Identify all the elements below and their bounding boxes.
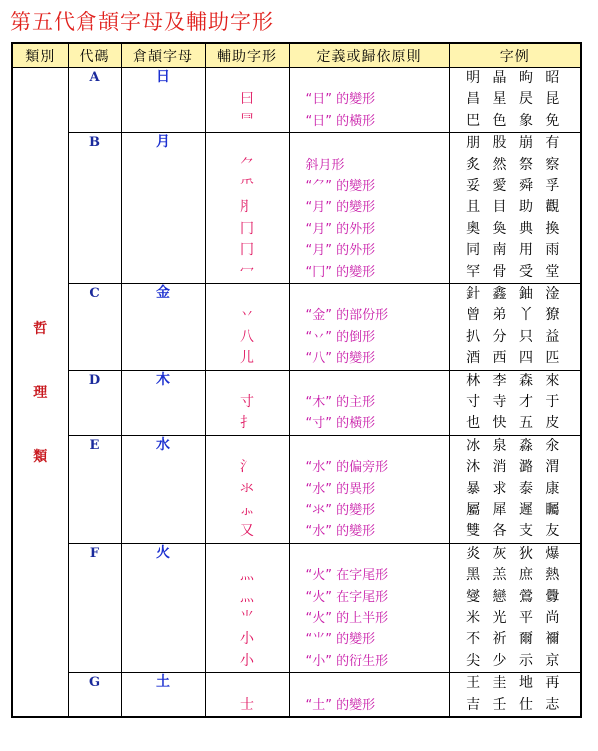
example-line: 且 目 助 觀 xyxy=(466,199,564,216)
category-cell xyxy=(12,68,68,717)
definition-item: “水” 的變形 xyxy=(305,524,376,540)
definition-item: “丷” 的倒形 xyxy=(305,329,376,345)
aux-shape: 又 xyxy=(240,523,254,540)
table-row xyxy=(12,673,581,717)
example-line: 沐 消 潞 渭 xyxy=(466,459,564,476)
header-row xyxy=(12,43,581,68)
table-row xyxy=(12,435,581,543)
aux-cell xyxy=(205,543,289,672)
example-line: 也 快 五 皮 xyxy=(466,415,564,432)
example-line: 酒 西 四 匹 xyxy=(466,350,564,367)
definition-item: “冂” 的變形 xyxy=(305,264,376,280)
root-letter: 日 xyxy=(121,68,205,133)
root-letter: 火 xyxy=(121,543,205,672)
definition-item: “⺌” 的變形 xyxy=(305,632,376,648)
definition-item: “火” 在字尾形 xyxy=(305,568,389,584)
aux-cell xyxy=(205,68,289,133)
definition-item: “土” 的變形 xyxy=(305,697,376,713)
example-line: 曾 弟 丫 獠 xyxy=(466,307,564,324)
examples-cell xyxy=(449,133,581,284)
examples-cell xyxy=(449,543,581,672)
definition-cell xyxy=(289,543,449,672)
aux-shape: 氺 xyxy=(240,480,254,497)
example-line: 朋 股 崩 有 xyxy=(466,135,564,152)
definition-item: “月” 的變形 xyxy=(305,200,376,216)
code-cell: B xyxy=(68,133,121,284)
aux-shape: ⺼ xyxy=(240,199,254,216)
table-body xyxy=(12,68,581,717)
example-line: 燮 戀 鶯 釁 xyxy=(466,588,564,605)
example-line: 王 圭 地 再 xyxy=(466,675,564,692)
category-char: 哲 xyxy=(33,320,48,337)
table-row xyxy=(12,283,581,370)
example-line: 屬 犀 遲 矚 xyxy=(466,501,564,518)
aux-shape: ⺜ xyxy=(240,112,254,129)
root-letter: 土 xyxy=(121,673,205,717)
table-row xyxy=(12,543,581,672)
page-title: 第五代倉頡字母及輔助字形 xyxy=(10,10,274,34)
definition-item: “氺” 的變形 xyxy=(305,502,376,518)
example-line: 吉 壬 仕 志 xyxy=(466,696,564,713)
example-line: 昌 星 昃 昆 xyxy=(466,91,564,108)
definition-item: “木” 的主形 xyxy=(305,394,376,410)
example-line: 冰 泉 淼 氽 xyxy=(466,437,564,454)
example-line: 寸 寺 才 于 xyxy=(466,393,564,410)
definition-cell xyxy=(289,435,449,543)
aux-shape: 八 xyxy=(240,328,254,345)
code-cell: F xyxy=(68,543,121,672)
aux-shape: ⺗ xyxy=(240,501,254,518)
header-category: 類別 xyxy=(12,43,68,68)
code-cell: A xyxy=(68,68,121,133)
aux-shape: 灬 xyxy=(240,567,254,584)
header-examples: 字例 xyxy=(449,43,581,68)
definition-item: “⺈” 的變形 xyxy=(305,179,376,195)
example-line: 炙 然 祭 察 xyxy=(466,156,564,173)
definition-item: “寸” 的橫形 xyxy=(305,416,376,432)
aux-cell xyxy=(205,435,289,543)
aux-shape: 小 xyxy=(240,652,254,669)
definition-item: “水” 的偏旁形 xyxy=(305,460,389,476)
aux-cell xyxy=(205,133,289,284)
example-line: 不 祈 爾 禰 xyxy=(466,631,564,648)
example-line: 奧 奐 典 換 xyxy=(466,220,564,237)
example-line: 妥 愛 舜 孚 xyxy=(466,177,564,194)
example-line: 明 晶 昫 昭 xyxy=(466,70,564,86)
header-code: 代碼 xyxy=(68,43,121,68)
definition-item: 斜月形 xyxy=(305,157,345,173)
category-char: 類 xyxy=(33,448,48,465)
aux-shape: 氵 xyxy=(240,459,254,476)
definition-item: “日” 的變形 xyxy=(305,92,376,108)
definition-cell xyxy=(289,68,449,133)
definition-cell xyxy=(289,370,449,435)
table-row xyxy=(12,370,581,435)
aux-shape: 灬 xyxy=(240,588,254,605)
definition-item: “日” 的橫形 xyxy=(305,113,376,129)
examples-cell xyxy=(449,68,581,133)
example-line: 黑 羔 庶 熱 xyxy=(466,567,564,584)
code-cell: G xyxy=(68,673,121,717)
example-line: 針 鑫 鈾 淦 xyxy=(466,285,564,302)
examples-cell xyxy=(449,283,581,370)
examples-cell xyxy=(449,673,581,717)
definition-item: “金” 的部份形 xyxy=(305,308,389,324)
code-cell: D xyxy=(68,370,121,435)
aux-shape: 士 xyxy=(240,696,254,713)
aux-cell xyxy=(205,673,289,717)
definition-item: “火” 的上半形 xyxy=(305,610,389,626)
aux-shape: 小 xyxy=(240,631,254,648)
example-line: 扒 分 只 益 xyxy=(466,328,564,345)
table-row xyxy=(12,68,581,133)
aux-shape: ⺈ xyxy=(240,156,254,173)
definition-cell xyxy=(289,283,449,370)
cangjie-table xyxy=(11,42,582,718)
aux-shape: 冖 xyxy=(240,263,254,280)
aux-shape: 儿 xyxy=(240,350,254,367)
definition-item: “小” 的衍生形 xyxy=(305,653,389,669)
root-letter: 金 xyxy=(121,283,205,370)
root-letter: 水 xyxy=(121,435,205,543)
code-cell: C xyxy=(68,283,121,370)
aux-cell xyxy=(205,370,289,435)
example-line: 林 李 森 來 xyxy=(466,372,564,389)
example-line: 罕 骨 受 堂 xyxy=(466,263,564,280)
table-row xyxy=(12,133,581,284)
code-cell: E xyxy=(68,435,121,543)
aux-shape: 冂 xyxy=(240,220,254,237)
examples-cell xyxy=(449,435,581,543)
aux-shape: 寸 xyxy=(240,393,254,410)
example-line: 雙 各 支 友 xyxy=(466,523,564,540)
definition-item: “月” 的外形 xyxy=(305,243,376,259)
header-definition: 定義或歸依原則 xyxy=(289,43,449,68)
definition-item: “火” 在字尾形 xyxy=(305,589,389,605)
aux-shape: ⺘ xyxy=(240,415,254,432)
example-line: 同 南 用 雨 xyxy=(466,242,564,259)
header-letter: 倉頡字母 xyxy=(121,43,205,68)
category-char: 理 xyxy=(33,384,48,401)
definition-item: “月” 的外形 xyxy=(305,221,376,237)
example-line: 暴 求 泰 康 xyxy=(466,480,564,497)
examples-cell xyxy=(449,370,581,435)
aux-shape: ⺥ xyxy=(240,178,254,195)
aux-shape: 冂 xyxy=(240,242,254,259)
definition-cell xyxy=(289,673,449,717)
definition-item: “水” 的異形 xyxy=(305,481,376,497)
example-line: 炎 灰 狄 爆 xyxy=(466,545,564,562)
root-letter: 月 xyxy=(121,133,205,284)
definition-item: “八” 的變形 xyxy=(305,351,376,367)
example-line: 尖 少 示 京 xyxy=(466,652,564,669)
root-letter: 木 xyxy=(121,370,205,435)
aux-shape: 曰 xyxy=(240,91,254,108)
aux-shape: ⺌ xyxy=(240,609,254,626)
aux-shape: 丷 xyxy=(240,307,254,324)
example-line: 米 光 平 尚 xyxy=(466,609,564,626)
aux-cell xyxy=(205,283,289,370)
definition-cell xyxy=(289,133,449,284)
header-aux: 輔助字形 xyxy=(205,43,289,68)
example-line: 巴 色 象 免 xyxy=(466,112,564,129)
